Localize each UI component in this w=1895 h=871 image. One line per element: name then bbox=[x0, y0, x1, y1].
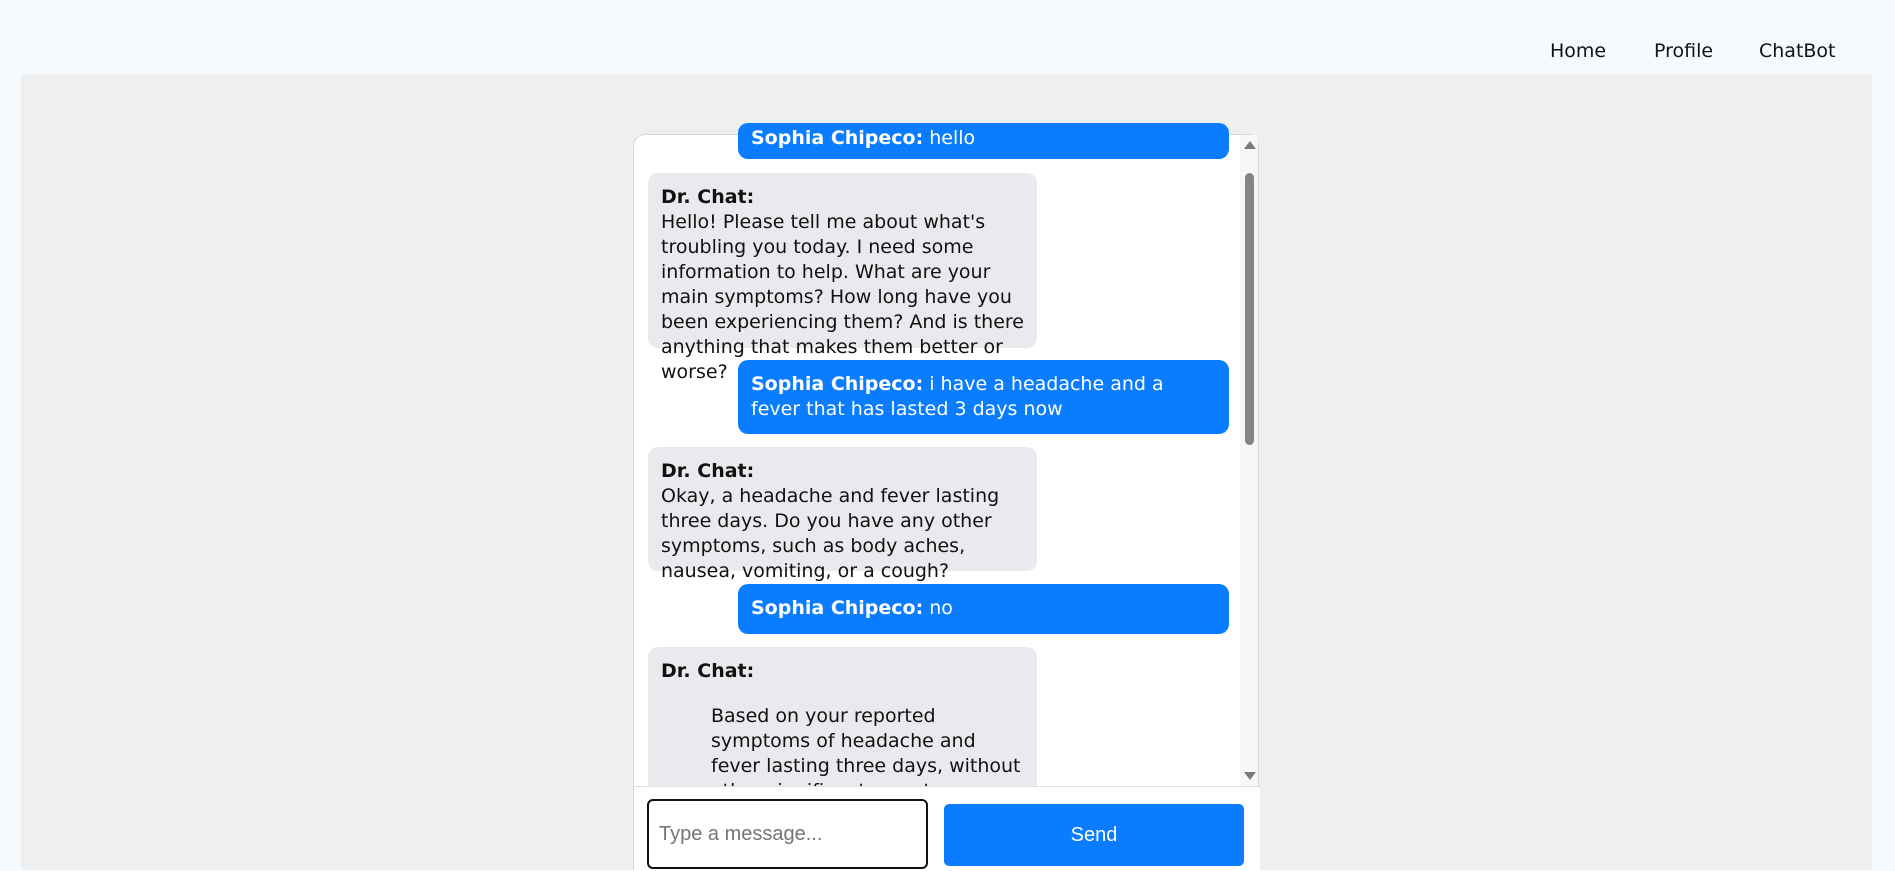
message-list bbox=[634, 127, 1240, 786]
user-message bbox=[738, 123, 1229, 159]
scroll-up-icon[interactable] bbox=[1244, 141, 1256, 149]
message-text: no bbox=[923, 597, 953, 619]
user-message bbox=[738, 584, 1229, 634]
message-text: Hello! Please tell me about what's troubling you today. I need some information to help. What are your main symptoms? How long have you been experiencing them? And is there anything that makes them better or worse? bbox=[661, 211, 1024, 383]
message-input[interactable] bbox=[647, 799, 928, 869]
bot-message bbox=[648, 447, 1037, 582]
top-nav bbox=[0, 0, 1895, 75]
composer bbox=[634, 786, 1260, 871]
message-sender: Sophia Chipeco: bbox=[751, 597, 924, 619]
message-sender: Dr. Chat: bbox=[661, 660, 755, 682]
message-sender: Dr. Chat: bbox=[661, 186, 755, 208]
message-sender: Sophia Chipeco: bbox=[751, 373, 924, 395]
user-message bbox=[738, 360, 1229, 434]
message-sender: Sophia Chipeco: bbox=[751, 127, 924, 149]
bot-message bbox=[648, 173, 1037, 383]
chat-window bbox=[633, 127, 1259, 870]
message-text: Okay, a headache and fever lasting three days. Do you have any other symptoms, such as body aches, nausea, vomiting, or a cough? bbox=[661, 485, 1000, 582]
send-button[interactable]: Send bbox=[944, 804, 1244, 866]
scroll-thumb[interactable] bbox=[1245, 173, 1254, 445]
nav-link-home[interactable]: Home bbox=[1550, 40, 1607, 62]
scroll-down-icon[interactable] bbox=[1244, 772, 1256, 780]
message-text: Based on your reported symptoms of headache and fever lasting three days, without bbox=[711, 705, 1021, 777]
message-scrollbar[interactable] bbox=[1240, 135, 1258, 786]
nav-link-profile[interactable]: Profile bbox=[1654, 40, 1714, 62]
message-sender: Dr. Chat: bbox=[661, 460, 755, 482]
message-text: hello bbox=[923, 127, 976, 149]
message-text: i have a headache and a fever that has lasted 3 days now bbox=[751, 373, 1164, 420]
nav-link-chatbot[interactable]: ChatBot bbox=[1759, 40, 1836, 62]
